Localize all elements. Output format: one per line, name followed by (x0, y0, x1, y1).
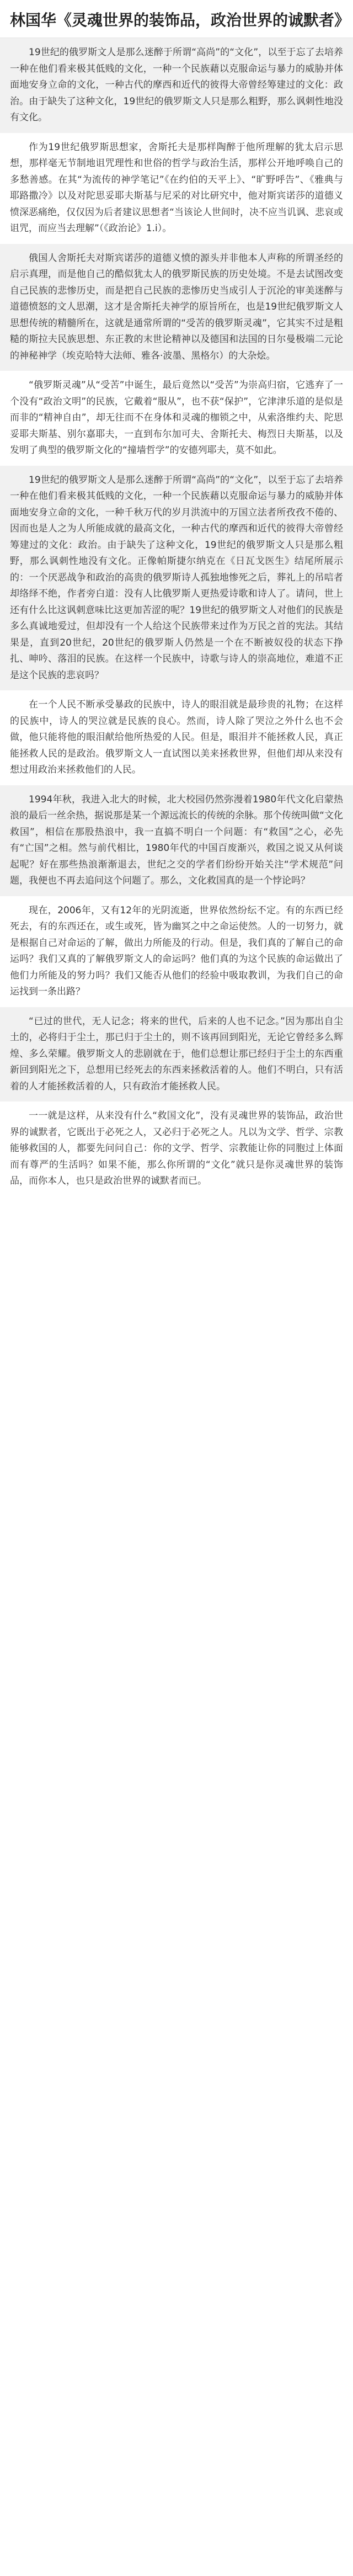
article-body (0, 38, 353, 1196)
paragraph-1: 19世纪的俄罗斯文人是那么迷醉于所谓“高尚”的“文化”，以至于忘了去培养一种在他们看来极其低贱的文化，一种一个民族藉以克服命运与暴力的威胁并体面地安身立命的文化，一种古代的摩西和近代的彼得大帝曾经筹建过的文化：政治。由于缺失了这种文化，19世纪的俄罗斯文人只是那么粗野，那么讽刺性地没有文化。 (0, 38, 353, 133)
paragraph-7: 1994年秋，我进入北大的时候，北大校园仍然弥漫着1980年代文化启蒙热浪的最后一丝余热，据说那是某一个源远流长的传统的余脉。那个传统叫做“文化救国”，相信在那股热浪中，我一直搞不明白一个问题：有“救国”之心，必先有“亡国”之相。然与前代相比，1980年代的中国百废渐兴，救国之说又从何谈起呢？好在那些热浪渐渐退去，世纪之交的学者们纷纷开始关注“学术规范”问题，我便也不再去追问这个问题了。那么，文化救国真的是一个悖论吗？ (0, 785, 353, 896)
article-title: 林国华《灵魂世界的装饰品，政治世界的诚默者》 (10, 11, 350, 29)
paragraph-4: “俄罗斯灵魂”从“受苦”中诞生，最后竟然以“受苦”为崇高归宿，它逃弃了一个没有“政治文明”的民族，它戴着“服从”，也不获“保护”，它津津乐道的是似是而非的“精神自由”，却无往而不在身体和灵魂的枷锁之中，从索洛维约夫、陀思妥耶夫斯基、别尔嘉耶夫，一直到布尔加可夫、舍斯托夫、梅烈日夫斯基，以及发明了典型的俄罗斯文化的“撞墙哲学”的安德列耶夫，莫不如此。 (10, 380, 343, 456)
article-header (0, 0, 353, 38)
paragraph-9: “已过的世代，无人记念；将来的世代，后来的人也不记念。”因为那出自尘土的，必将归于尘土，那已归于尘土的，则不该再回到阳光，无论它曾经多么辉煌、多么荣耀。俄罗斯文人的悲剧就在于，他们总想让那已经归于尘土的东西重新回到阳光之下，总想用已经死去的东西来拯救活着的人。他们不明白，只有活着的人才能拯救活着的人，只有政治才能拯救人民。 (0, 1007, 353, 1102)
paragraph-10: 一一就是这样，从来没有什么“救国文化”，没有灵魂世界的装饰品，政治世界的诚默者，它既出于必死之人，又必归于必死之人。凡以为文学、哲学、宗教能够救国的人，都要先问问自己：你的文学、哲学、宗教能让你的同胞过上体面而有尊严的生活吗？如果不能，那么你所谓的“文化”就只是你灵魂世界的装饰品，而你本人，也只是政治世界的诚默者而已。 (10, 1110, 343, 1186)
paragraph-5: 19世纪的俄罗斯文人是那么迷醉于所谓“高尚”的“文化”，以至于忘了去培养一种在他们看来极其低贱的文化，一种一个民族藉以克服命运与暴力的威胁并体面地安身立命的文化，一种千秋万代的岁月洪流中的万国立法者所孜孜不倦的、因而也是人之为人所能成就的最高文化，一种古代的摩西和近代的彼得大帝曾经筹建过的文化：政治。由于缺失了这种文化，19世纪的俄罗斯文人只是那么粗野，那么讽刺性地没有文化。正像帕斯捷尔纳克在《日瓦戈医生》结尾所展示的：一个厌恶战争和政治的高贵的俄罗斯诗人孤独地惨死之后，葬礼上的吊唁者却络绎不绝，作者旁白道：没有人比俄罗斯人更热爱诗歌和诗人了。请问，世上还有什么比这讽刺意味比这更加苦涩的呢？19世纪的俄罗斯文人对他们的民族是多么真诚地爱过，但却没有一个人给这个民族带来过作为万民之首的宪法。其结果是，直到20世纪，20世纪的俄罗斯人仍然是一个在不断被奴役的状态下挣扎、呻吟、落泪的民族。在这样一个民族中，诗歌与诗人的崇高地位，难道不正是这个民族的悲哀吗？ (0, 466, 353, 691)
paragraph-6: 在一个人民不断承受暴政的民族中，诗人的眼泪就是最珍贵的礼物；在这样的民族中，诗人的哭泣就是民族的良心。然而，诗人除了哭泣之外什么也不会做，他只能将他的眼泪献给他所热爱的人民。但是，眼泪并不能拯救人民，真正能拯救人民的是政治。俄罗斯文人一直试图以美来拯救世界，但他们却从来没有想过用政治来拯救他们的人民。 (10, 699, 343, 775)
paragraph-2: 作为19世纪俄罗斯思想家，舍斯托夫是那样陶醉于他所理解的犹太启示思想，那样毫无节制地诅咒理性和世俗的哲学与政治生活，那样公开地呼唤自己的多愁善感。在其“为流传的神学笔记”《在约伯的天平上》、“旷野呼告”、《雅典与耶路撒冷》以及对陀思妥耶夫斯基与尼采的对比研究中，他对斯宾诺莎的道德义愤深恶痛绝，仅仅因为后者建议思想者“当该论人世间时，决不应当讥讽、悲哀或诅咒，而应当去理解”（《政治论》1.i）。 (10, 141, 343, 234)
paragraph-3: 俄国人舍斯托夫对斯宾诺莎的道德义愤的源头并非他本人声称的所谓圣经的启示真理，而是他自己的酷似犹太人的俄罗斯民族的历史处境。不是去试图改变自己民族的悲惨历史，而是把自己民族的悲惨历史当成引人于沉沦的审美迷醉与道德愤怒的文人思潮，这才是舍斯托夫神学的原旨所在，也是19世纪俄罗斯文人思想传统的精髓所在，这就是通常所谓的“受苦的俄罗斯灵魂”，它其实不过是粗糙的斯拉夫民族思想、东正教的末世论精神以及德国和法国的日尔曼极端二元论的神秘神学（埃克哈特大法师、雅各·波墨、黑格尔）的大杂烩。 (0, 244, 353, 371)
paragraph-8: 现在，2006年，又有12年的光阴流逝，世界依然纷纭不定。有的东西已经死去，有的东西还在，或生或死，皆为幽冥之中之命运使然。人的一切努力，就是根据自己对命运的了解，做出力所能及的行动。但是，我们真的了解自己的命运吗？我们又真的了解俄罗斯文人的命运吗？他们真的为这个民族的命运做出了他们力所能及的努力吗？我们又能否从他们的经验中吸取教训，为我们自己的命运找到一条出路？ (10, 904, 343, 997)
